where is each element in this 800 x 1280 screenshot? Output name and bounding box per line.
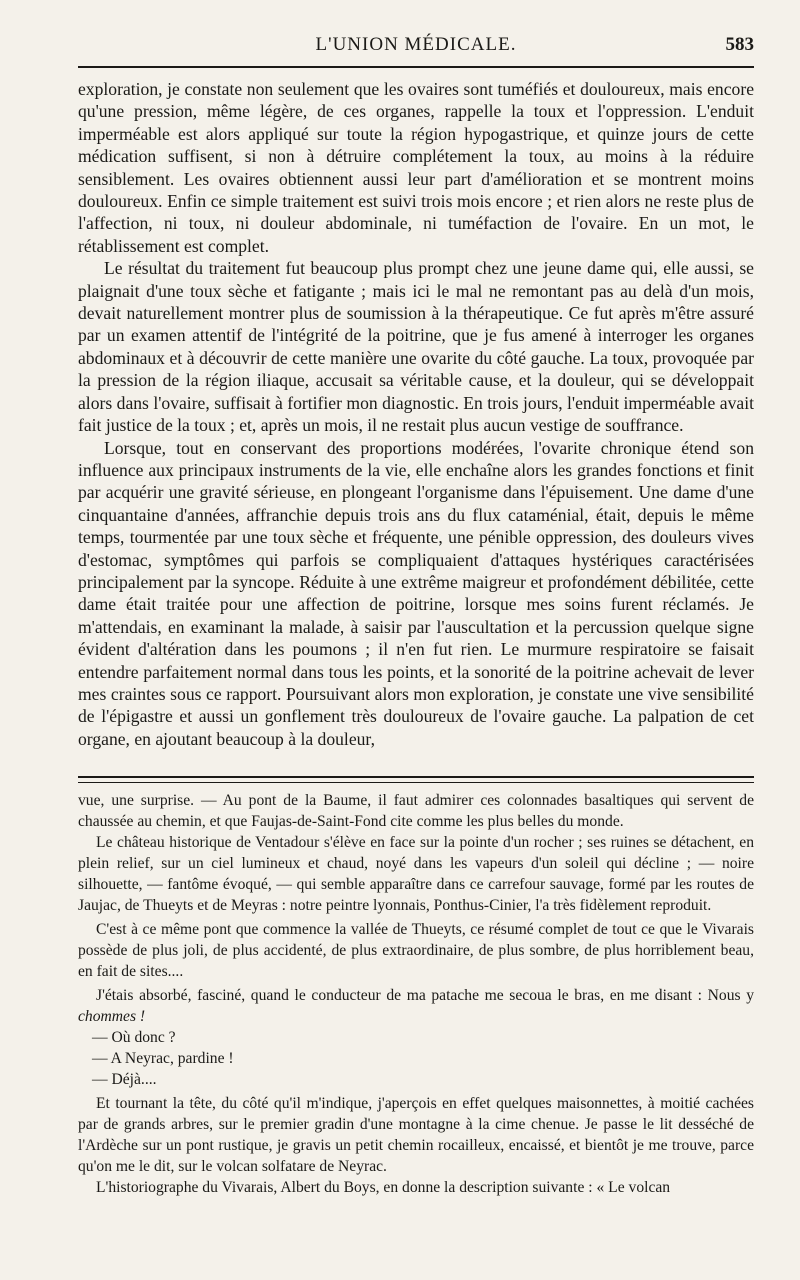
feuilleton-paragraph-4 xyxy=(78,985,754,1027)
main-text xyxy=(78,78,754,750)
running-title: L'UNION MÉDICALE. xyxy=(315,34,517,55)
page-number: 583 xyxy=(725,34,754,55)
header-rule xyxy=(78,66,754,68)
feuilleton-paragraph-1: vue, une surprise. — Au pont de la Baume, il faut admirer ces colonnades basaltiques qui servent de chaussée au chemin, et que Faujas-de-Saint-Fond cite comme les plus belles du monde. xyxy=(78,792,754,830)
page-header xyxy=(78,28,754,68)
dialogue-line-1: — Où donc ? xyxy=(92,1029,176,1046)
feuilleton-divider xyxy=(78,776,754,783)
feuilleton-emphasis: chommes ! xyxy=(78,1008,146,1025)
main-paragraph-3: Lorsque, tout en conservant des proportions modérées, l'ovarite chronique étend son influence aux principaux instruments de la vie, elle enchaîne alors les grandes fonctions et finit par acquérir une gravité sérieuse, en plongeant l'organisme dans l'épuisement. Une dame d'une cinquantaine d'années, affranchie depuis trois ans du flux cataménial, était, depuis le même temps, tourmentée par une toux sèche et fréquente, une pénible oppression, des douleurs vives d'estomac, symptômes qui parfois se compliquaient d'attaques hystériques caractérisées principalement par la syncope. Réduite à une extrême maigreur et profondément débilitée, cette dame était traitée pour une affection de poitrine, lorsque mes soins furent réclamés. Je m'attendais, en examinant la malade, à saisir par l'auscultation et la percussion quelque signe évident d'altération dans les poumons ; il n'en fut rien. Le murmure respiratoire se faisait entendre parfaitement normal dans tous les points, et la sonorité de la poitrine achevait de lever mes craintes sous ce rapport. Poursuivant alors mon exploration, je constate une vive sensibilité de l'épigastre et aussi un gonflement très douloureux de l'ovaire gauche. La palpation de cet organe, en ajoutant beaucoup à la douleur, xyxy=(78,437,754,749)
feuilleton-paragraph-6: L'historiographe du Vivarais, Albert du Boys, en donne la description suivante : « Le volcan xyxy=(96,1179,671,1196)
dialogue-line-2: — A Neyrac, pardine ! xyxy=(92,1050,234,1067)
dialogue-line-3: — Déjà.... xyxy=(92,1071,157,1088)
main-paragraph-1: exploration, je constate non seulement que les ovaires sont tuméfiés et douloureux, mais encore qu'une pression, même légère, de ces organes, rappelle la toux et l'oppression. L'enduit imperméable est alors appliqué sur toute la région hypogastrique, et quinze jours de cette médication suffisent, si non à détruire complétement la toux, au moins à la réduire sensiblement. Les ovaires obtiennent aussi leur part d'amélioration et se montrent moins douloureux. Enfin ce simple traitement est suivi trois mois encore ; et rien alors ne reste plus de l'affection, ni toux, ni douleur abdominale, ni tuméfaction de l'ovaire. En un mot, le rétablissement est complet. xyxy=(78,79,754,256)
feuilleton-paragraph-3: C'est à ce même pont que commence la vallée de Thueyts, ce résumé complet de tout ce que le Vivarais possède de plus joli, de plus accidenté, de plus extraordinaire, de plus sombre, de plus horriblement beau, en fait de sites.... xyxy=(78,921,754,980)
feuilleton-paragraph-5: Et tournant la tête, du côté qu'il m'indique, j'aperçois en effet quelques maisonnettes, à moitié cachées par de grands arbres, sur le premier gradin d'une montagne à la cime chenue. Je passe le lit desséché de l'Ardèche sur un pont rustique, je gravis un petit chemin rocailleux, encaissé, et bientôt je me trouve, parce qu'on me le dit, sur le volcan solfatare de Neyrac. xyxy=(78,1095,754,1175)
feuilleton-paragraph-2: Le château historique de Ventadour s'élève en face sur la pointe d'un rocher ; ses ruines se détachent, en plein relief, sur un ciel lumineux et chaud, noyé dans les vapeurs d'un soleil qui décline ; — noire silhouette, — fantôme évoqué, — qui semble apparaître dans ce carrefour sauvage, formé par les routes de Jaujac, de Thueyts et de Meyras : notre peintre lyonnais, Ponthus-Cinier, l'a très fidèlement reproduit. xyxy=(78,834,754,914)
feuilleton-paragraph-4-text: J'étais absorbé, fasciné, quand le conducteur de ma patache me secoua le bras, en me disant : Nous y xyxy=(96,987,754,1004)
main-paragraph-2: Le résultat du traitement fut beaucoup plus prompt chez une jeune dame qui, elle aussi, se plaignait d'une toux sèche et fatigante ; mais ici le mal ne remontant pas au delà d'un mois, devait naturellement montrer plus de soumission à la thérapeutique. Ce fut après m'être assuré par un examen attentif de l'intégrité de la poitrine, que je fus amené à interroger les organes abdominaux et à découvrir de cette manière une ovarite du côté gauche. La toux, provoquée par la pression de la région iliaque, accusait sa véritable cause, et la douleur, qui se développait alors dans l'ovaire, suffisait à fortifier mon diagnostic. En trois jours, l'enduit imperméable avait fait justice de la toux ; et, après un mois, il ne restait plus aucun vestige de souffrance. xyxy=(78,258,754,436)
feuilleton-text xyxy=(78,790,754,1198)
